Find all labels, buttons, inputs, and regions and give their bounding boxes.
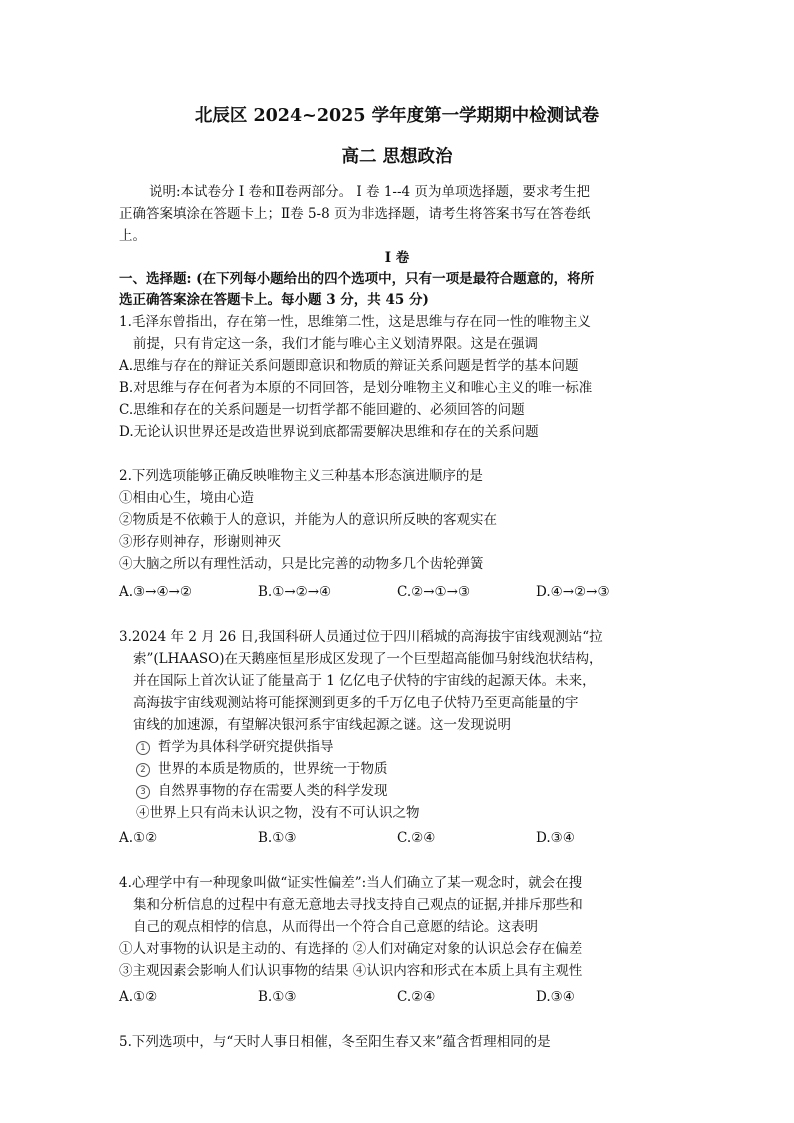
q2-stem: 2.下列选项能够正确反映唯物主义三种基本形态演进顺序的是: [119, 468, 483, 484]
q3-choice-d: D.③④: [536, 830, 575, 846]
q3-item: [136, 759, 388, 779]
q3-choice-a: A.①②: [119, 830, 158, 846]
q3-item-text: 哲学为具体科学研究提供指导: [158, 739, 334, 755]
section-heading: 一、选择题: (在下列每小题给出的四个选项中，只有一项是最符合题意的，将所: [119, 271, 595, 287]
q3-choice-c: C.②④: [397, 830, 436, 846]
q3-stem: 高海拔宇宙线观测站将可能探测到更多的千万亿电子伏特乃至更高能量的宇: [133, 695, 579, 711]
q2-choice-c: C.②→①→③: [397, 584, 471, 600]
q2-choices: [0, 582, 794, 602]
q4-stem: 4.心理学中有一种现象叫做“证实性偏差”:当人们确立了某一观念时，就会在搜: [119, 875, 583, 891]
q4-items: ①人对事物的认识是主动的、有选择的 ②人们对确定对象的认识总会存在偏差: [119, 941, 583, 957]
q4-choice-b: B.①③: [258, 989, 297, 1005]
q1-option-b: B.对思维与存在何者为本原的不同回答，是划分唯物主义和唯心主义的唯一标准: [119, 380, 593, 396]
q1-option-c: C.思维和存在的关系问题是一切哲学都不能回避的、必须回答的问题: [119, 402, 525, 418]
q4-choice-d: D.③④: [536, 989, 575, 1005]
q3-choice-b: B.①③: [258, 830, 297, 846]
q3-stem: 宙线的加速源，有望解决银河系宇宙线起源之谜。这一发现说明: [133, 717, 511, 733]
q4-choices: [0, 987, 794, 1007]
q4-items: ③主观因素会影响人们认识事物的结果 ④认识内容和形式在本质上具有主观性: [119, 963, 583, 979]
q3-item: ④世界上只有尚未认识之物，没有不可认识之物: [136, 805, 420, 821]
q2-item: ①相由心生，境由心造: [119, 490, 254, 506]
q2-choice-d: D.④→②→③: [536, 584, 610, 600]
exam-title: 北辰区 2024~2025 学年度第一学期期中检测试卷: [194, 106, 600, 126]
q2-choice-a: A.③→④→②: [119, 584, 192, 600]
instructions-line: 正确答案填涂在答题卡上；Ⅱ卷 5-8 页为非选择题，请考生将答案书写在答卷纸: [119, 206, 591, 222]
q4-stem: 自己的观点相悖的信息，从而得出一个符合自己意愿的结论。这表明: [133, 919, 538, 935]
q5-stem: 5.下列选项中，与“天时人事日相催，冬至阳生春又来”蕴含哲理相同的是: [119, 1034, 551, 1050]
circled-number-icon: 3: [136, 785, 150, 799]
q3-item: [136, 737, 334, 757]
q3-item-text: 自然界事物的存在需要人类的科学发现: [158, 783, 388, 799]
q3-item: [136, 781, 388, 801]
q4-choice-a: A.①②: [119, 989, 158, 1005]
q3-stem: 索”(LHAASO)在天鹅座恒星形成区发现了一个巨型超高能伽马射线泡状结构，: [133, 651, 603, 667]
q4-choice-c: C.②④: [397, 989, 436, 1005]
section-heading: 选正确答案涂在答题卡上。每小题 3 分，共 45 分): [119, 292, 429, 308]
q2-item: ②物质是不依赖于人的意识，并能为人的意识所反映的客观实在: [119, 512, 497, 528]
section-label: I 卷: [384, 250, 410, 266]
q1-option-d: D.无论认识世界还是改造世界说到底都需要解决思维和存在的关系问题: [119, 424, 539, 440]
circled-number-icon: 2: [136, 763, 150, 777]
q2-item: ④大脑之所以有理性活动，只是比完善的动物多几个齿轮弹簧: [119, 556, 484, 572]
q3-choices: [0, 828, 794, 848]
instructions-line: 说明:本试卷分 I 卷和Ⅱ卷两部分。 I 卷 1--4 页为单项选择题，要求考生把: [149, 184, 590, 200]
q2-choice-b: B.①→②→④: [258, 584, 332, 600]
q2-item: ③形存则神存，形谢则神灭: [119, 534, 281, 550]
exam-subtitle: 高二 思想政治: [341, 147, 453, 167]
q3-stem: 3.2024 年 2 月 26 日,我国科研人员通过位于四川稻城的高海拔宇宙线观测站“拉: [119, 629, 603, 645]
q1-stem: 前提，只有肯定这一条，我们才能与唯心主义划清界限。这是在强调: [133, 336, 538, 352]
q4-stem: 集和分析信息的过程中有意无意地去寻找支持自己观点的证据,并排斥那些和: [133, 897, 583, 913]
instructions-line: 上。: [119, 228, 146, 244]
q3-stem: 并在国际上首次认证了能量高于 1 亿亿电子伏特的宇宙线的起源天体。未来，: [133, 673, 596, 689]
q3-item-text: 世界的本质是物质的，世界统一于物质: [158, 761, 388, 777]
circled-number-icon: 1: [136, 741, 150, 755]
q1-option-a: A.思维与存在的辩证关系问题即意识和物质的辩证关系问题是哲学的基本问题: [119, 358, 579, 374]
q1-stem: 1.毛泽东曾指出，存在第一性，思维第二性，这是思维与存在同一性的唯物主义: [119, 314, 591, 330]
